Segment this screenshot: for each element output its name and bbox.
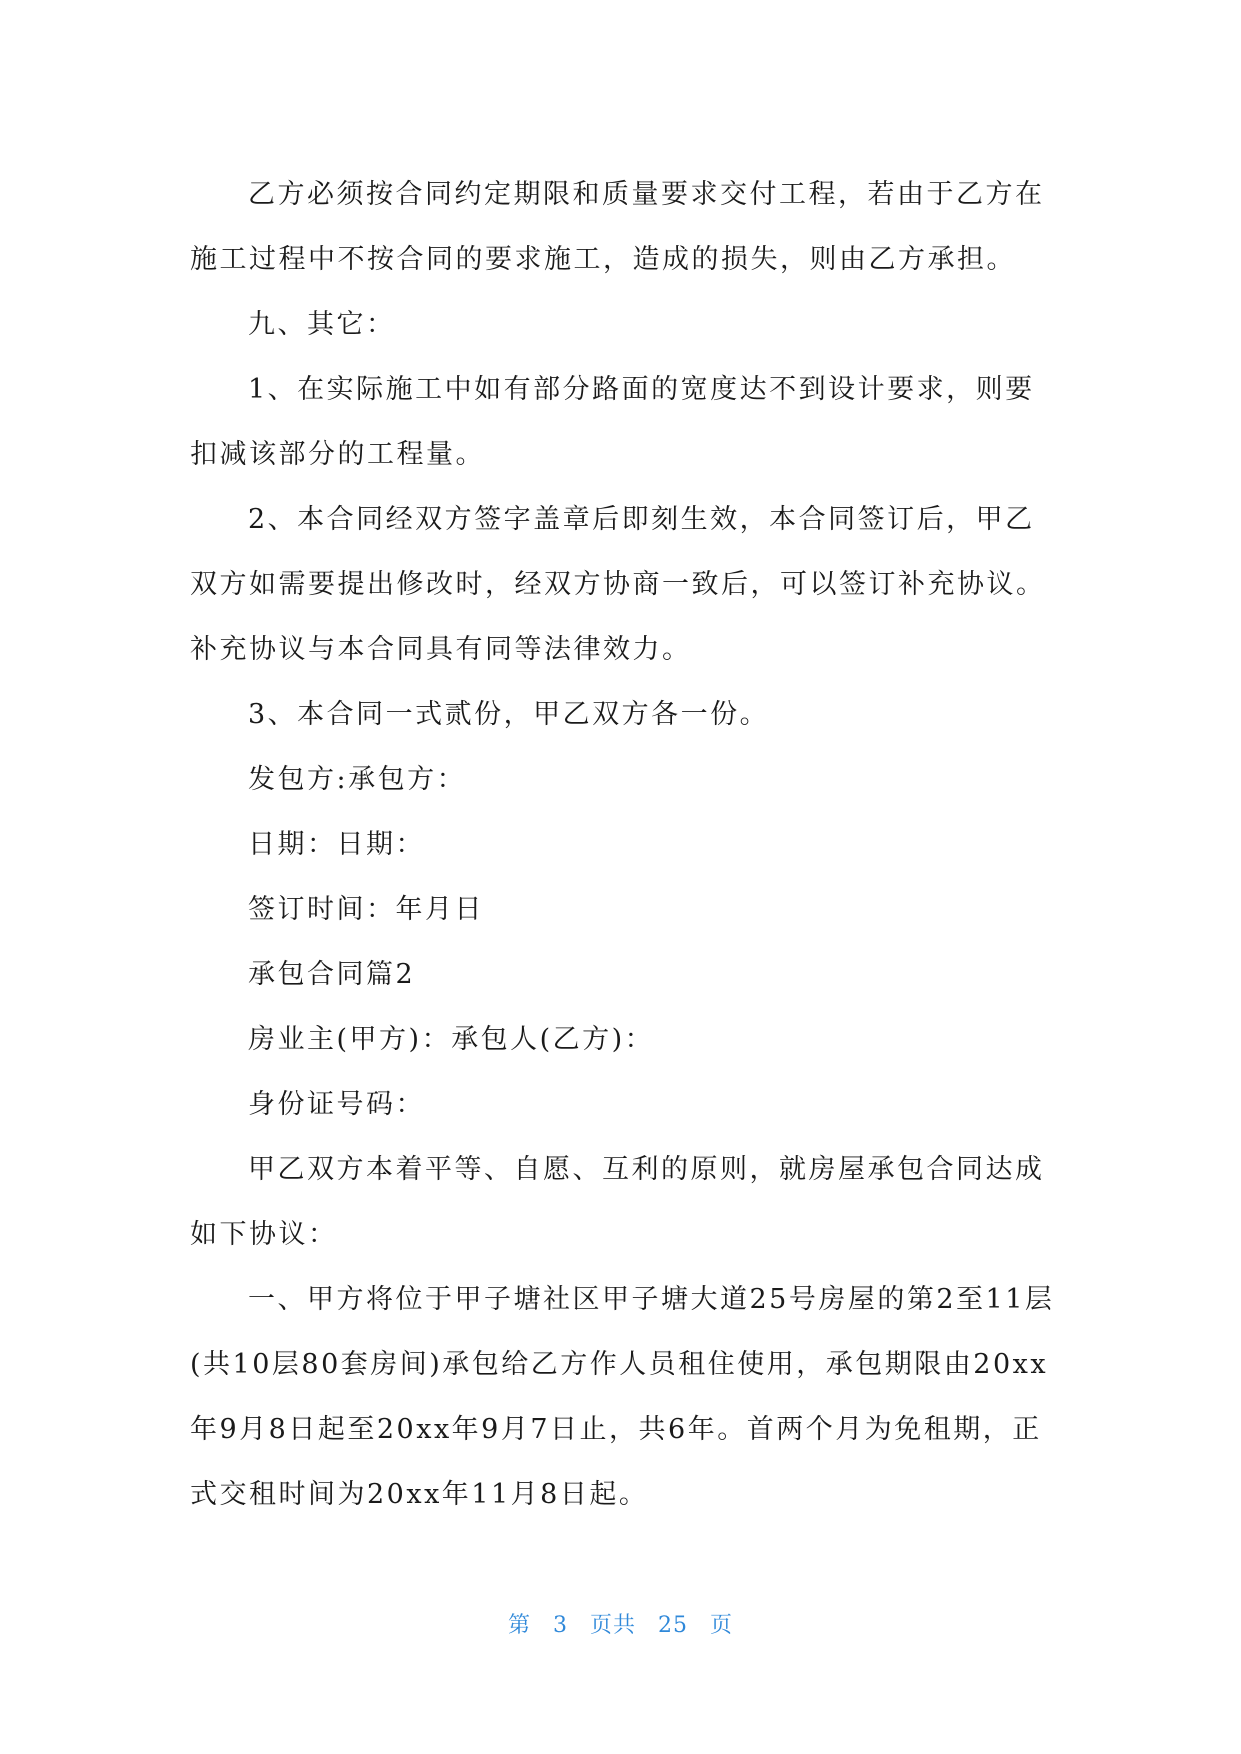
document-body <box>190 162 1060 1527</box>
page-total-number: 25 <box>658 1613 688 1638</box>
clause-3-copies: 3、本合同一式贰份，甲乙双方各一份。 <box>248 699 770 730</box>
signature-parties: 发包方:承包方： <box>248 764 467 795</box>
agreement-intro: 甲乙双方本着平等、自愿、互利的原则，就房屋承包合同达成如下协议： <box>190 1154 1045 1250</box>
clause-2-effectiveness: 2、本合同经双方签字盖章后即刻生效，本合同签订后，甲乙双方如需要提出修改时，经双方协商一致后，可以签订补充协议。补充协议与本合同具有同等法律效力。 <box>190 504 1046 665</box>
paragraph-delivery-obligation: 乙方必须按合同约定期限和质量要求交付工程，若由于乙方在施工过程中不按合同的要求施工，造成的损失，则由乙方承担。 <box>190 179 1045 275</box>
page-footer <box>0 1608 1241 1639</box>
section-heading-other: 九、其它： <box>248 309 396 340</box>
parties-line: 房业主(甲方)：承包人(乙方)： <box>248 1024 655 1055</box>
id-number-line: 身份证号码： <box>248 1089 425 1120</box>
signature-dates: 日期：日期： <box>248 829 425 860</box>
clause-one-lease-terms: 一、甲方将位于甲子塘社区甲子塘大道25号房屋的第2至11层(共10层80套房间)承包给乙方作人员租住使用，承包期限由20xx年9月8日起至20xx年9月7日止，共6年。首两个月为免租期，正式交租时间为20xx年11月8日起。 <box>190 1284 1055 1510</box>
signing-time: 签订时间：年月日 <box>248 894 484 925</box>
contract-title-2: 承包合同篇2 <box>248 959 416 990</box>
page-suffix: 页 <box>710 1613 734 1638</box>
page-current-number: 3 <box>552 1613 568 1638</box>
page-middle: 页共 <box>589 1613 636 1638</box>
clause-1-road-width: 1、在实际施工中如有部分路面的宽度达不到设计要求，则要扣减该部分的工程量。 <box>190 374 1035 470</box>
page-prefix: 第 <box>507 1613 531 1638</box>
